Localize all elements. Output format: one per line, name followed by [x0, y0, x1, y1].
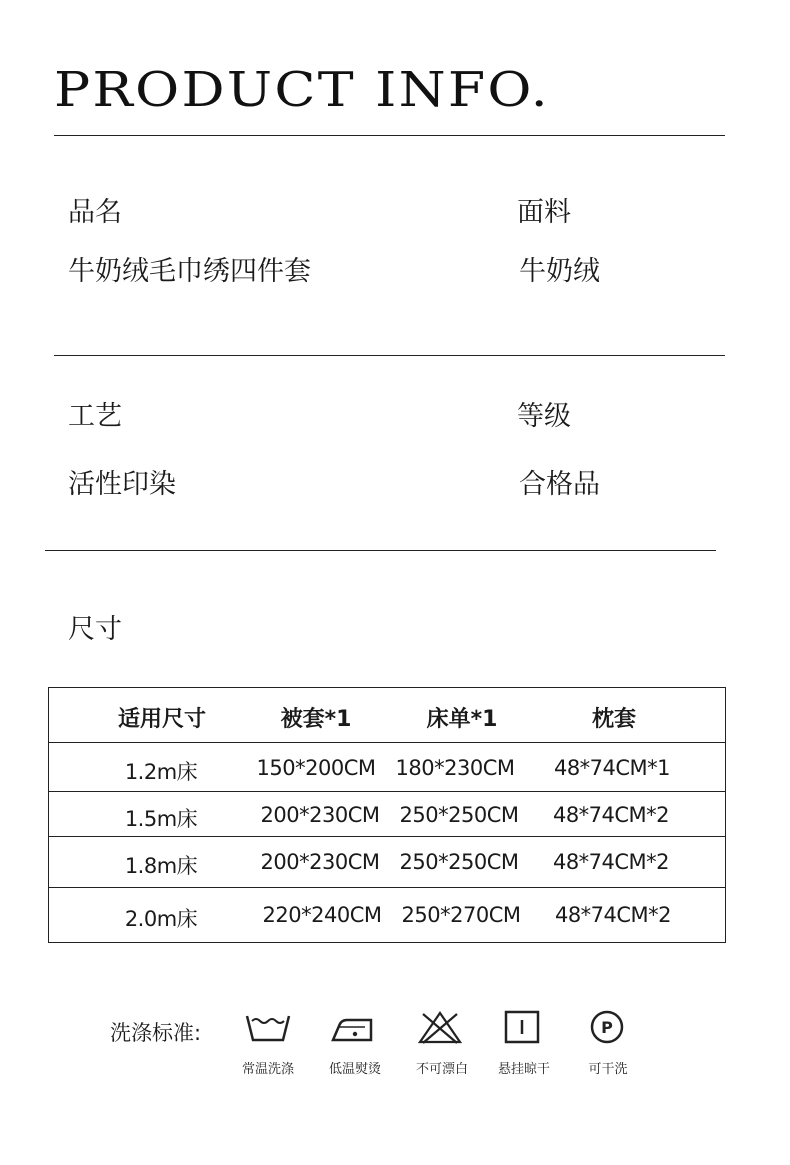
table-row — [49, 792, 725, 837]
hang-dry-icon — [482, 1010, 562, 1044]
care-label: 洗涤标准: — [110, 1021, 202, 1045]
divider — [54, 135, 725, 136]
fabric-value: 牛奶绒 — [519, 256, 600, 287]
page-title: PRODUCT INFO. — [54, 62, 550, 118]
care-text: 悬挂晾干 — [497, 1062, 551, 1077]
table-cell: 48*74CM*2 — [554, 903, 672, 927]
size-table — [48, 687, 726, 943]
table-cell: 1.2m床 — [124, 760, 198, 784]
size-section-label: 尺寸 — [68, 614, 122, 645]
table-cell: 150*200CM — [256, 756, 376, 780]
care-text: 不可漂白 — [415, 1062, 469, 1077]
table-header-cell: 被套*1 — [280, 707, 352, 732]
divider — [45, 550, 716, 551]
table-cell: 250*250CM — [399, 803, 519, 827]
craft-value: 活性印染 — [68, 469, 176, 500]
table-cell: 1.5m床 — [124, 807, 198, 831]
table-header-cell: 枕套 — [591, 707, 637, 732]
fabric-label: 面料 — [517, 197, 571, 228]
table-row — [49, 743, 725, 792]
craft-label: 工艺 — [68, 401, 122, 432]
table-cell: 200*230CM — [260, 850, 380, 874]
divider — [54, 355, 725, 356]
table-header-cell: 床单*1 — [426, 707, 498, 732]
table-cell: 48*74CM*1 — [553, 756, 671, 780]
care-text: 低温熨烫 — [328, 1062, 382, 1077]
table-row — [49, 888, 725, 942]
dry-clean-icon — [567, 1010, 647, 1046]
table-cell: 180*230CM — [395, 756, 515, 780]
care-text: 可干洗 — [588, 1062, 628, 1077]
table-row — [49, 837, 725, 888]
table-cell: 1.8m床 — [124, 854, 198, 878]
table-header-row — [49, 688, 725, 743]
table-cell: 48*74CM*2 — [552, 803, 670, 827]
table-cell: 250*250CM — [399, 850, 519, 874]
table-cell: 2.0m床 — [124, 907, 198, 931]
grade-label: 等级 — [517, 401, 571, 432]
wash-tub-icon — [228, 1010, 308, 1044]
care-text: 常温洗涤 — [241, 1062, 295, 1077]
table-header-cell: 适用尺寸 — [117, 707, 207, 732]
product-name-label: 品名 — [68, 197, 122, 228]
no-bleach-icon — [400, 1010, 480, 1046]
svg-text:P: P — [601, 1018, 613, 1037]
product-name-value: 牛奶绒毛巾绣四件套 — [68, 256, 311, 287]
table-cell: 200*230CM — [260, 803, 380, 827]
table-cell: 220*240CM — [262, 903, 382, 927]
grade-value: 合格品 — [519, 469, 600, 500]
iron-icon — [313, 1010, 393, 1044]
table-cell: 48*74CM*2 — [552, 850, 670, 874]
table-cell: 250*270CM — [401, 903, 521, 927]
